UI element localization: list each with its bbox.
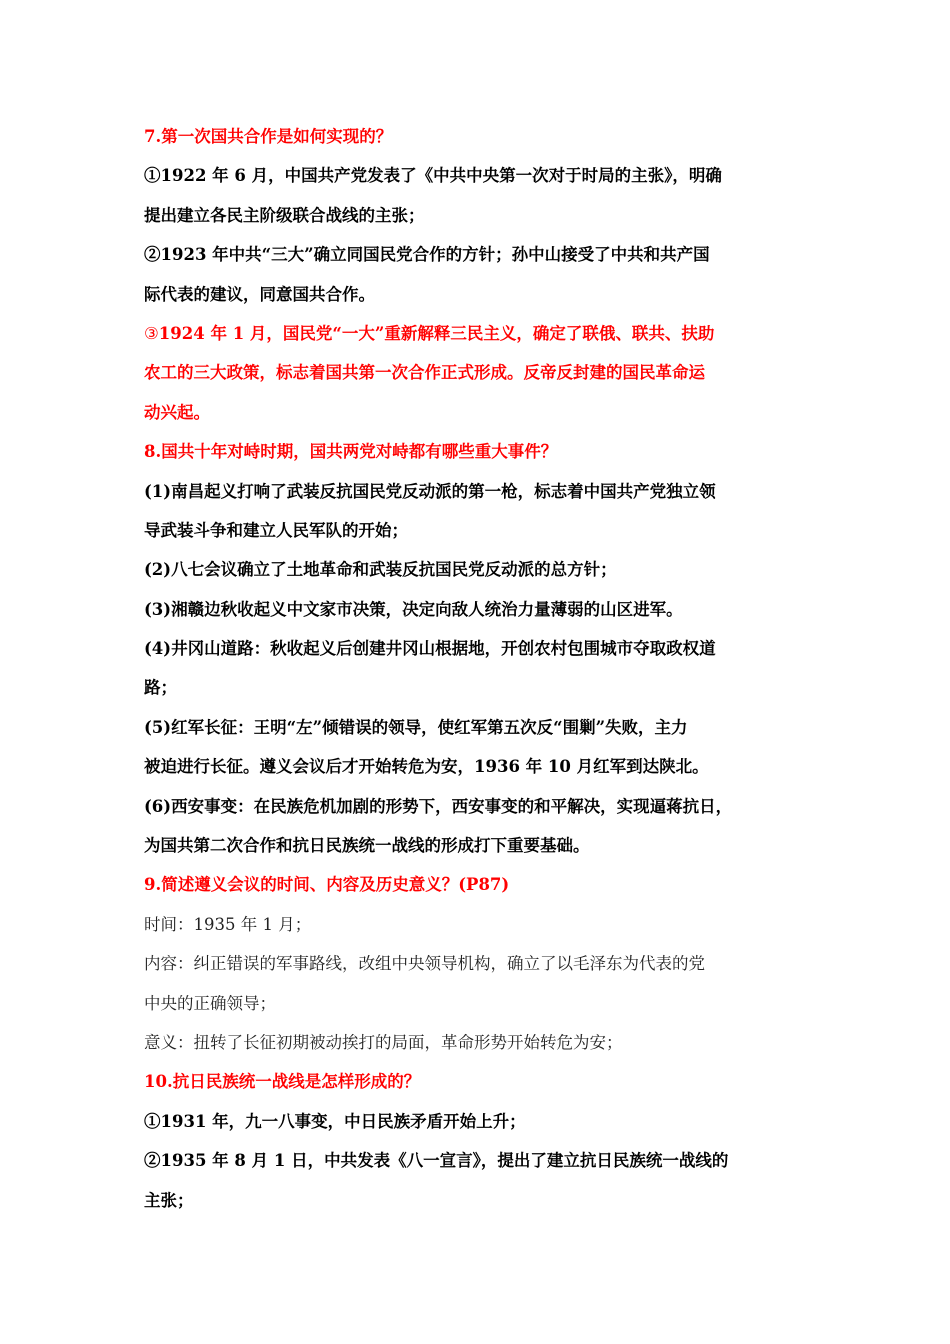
q7-heading: 7.第一次国共合作是如何实现的？ (144, 127, 393, 146)
q8-line-2: 导武装斗争和建立人民军队的开始； (144, 520, 408, 540)
q7-red-text-1: 1924 年 1 月，国民党“一大”重新解释三民主义，确定了联俄、联共、扶助 (158, 323, 715, 343)
q7-red-prefix: ③ (144, 323, 159, 343)
q9-line-3: 中央的正确领导； (144, 993, 276, 1013)
q8-line-9: (6)西安事变：在民族危机加剧的形势下，西安事变的和平解决，实现逼蒋抗日， (144, 796, 733, 816)
q7-line-4: 际代表的建议，同意国共合作。 (144, 284, 375, 304)
q7-red-line-1 (144, 314, 824, 353)
q8-line-3: (2)八七会议确立了土地革命和武装反抗国民党反动派的总方针； (144, 560, 617, 580)
q10-line-2: ②1935 年 8 月 1 日，中共发表《八一宣言》，提出了建立抗日民族统一战线的 (144, 1151, 729, 1171)
q8-line-10: 为国共第二次合作和抗日民族统一战线的形成打下重要基础。 (144, 836, 590, 856)
q8-line-1: (1)南昌起义打响了武装反抗国民党反动派的第一枪，标志着中国共产党独立领 (144, 481, 716, 501)
q9-line-2: 内容：纠正错误的军事路线，改组中央领导机构，确立了以毛泽东为代表的党 (144, 954, 705, 974)
q7-line-2: 提出建立各民主阶级联合战线的主张； (144, 205, 425, 225)
q8-line-6: 路； (144, 678, 177, 698)
q8-line-8: 被迫进行长征。遵义会议后才开始转危为安，1936 年 10 月红军到达陕北。 (144, 757, 709, 777)
q9-heading: 9.简述遵义会议的时间、内容及历史意义？(P87) (144, 875, 510, 895)
q8-line-7: (5)红军长征：王明“左”倾错误的领导，使红军第五次反“围剿”失败，主力 (144, 717, 688, 737)
q10-heading: 10.抗日民族统一战线是怎样形成的？ (144, 1072, 421, 1092)
q10-line-1: ①1931 年，九一八事变，中日民族矛盾开始上升； (144, 1111, 526, 1131)
q8-line-4: (3)湘赣边秋收起义中文家市决策，决定向敌人统治力量薄弱的山区进军。 (144, 599, 683, 619)
q7-red-line-2: 农工的三大政策，标志着国共第一次合作正式形成。反帝反封建的国民革命运 (144, 363, 705, 383)
q10-line-3: 主张； (144, 1190, 194, 1210)
q7-red-line-3: 动兴起。 (144, 402, 210, 422)
q7-line-3: ②1923 年中共“三大”确立同国民党合作的方针；孙中山接受了中共和共产国 (144, 245, 710, 265)
q8-line-5: (4)井冈山道路：秋收起义后创建井冈山根据地，开创农村包围城市夺取政权道 (144, 639, 716, 659)
q7-line-1: ①1922 年 6 月，中国共产党发表了《中共中央第一次对于时局的主张》，明确 (144, 166, 722, 186)
q9-line-1: 时间：1935 年 1 月； (144, 914, 312, 934)
q9-line-4: 意义：扭转了长征初期被动挨打的局面，革命形势开始转危为安； (144, 1032, 623, 1052)
document-page (144, 117, 824, 1220)
q8-heading: 8.国共十年对峙时期，国共两党对峙都有哪些重大事件？ (144, 442, 558, 462)
